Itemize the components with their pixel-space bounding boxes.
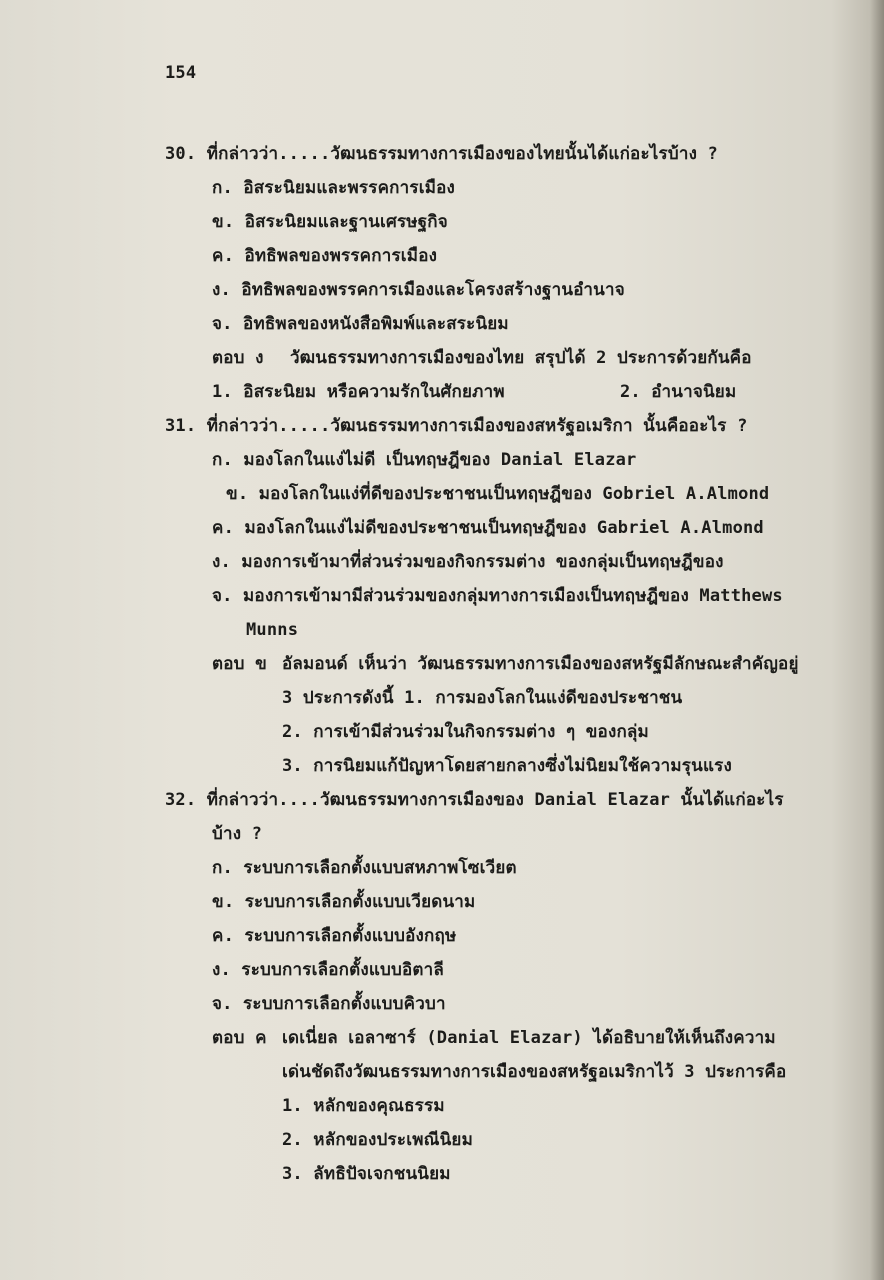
question-32-cont: บ้าง ? bbox=[212, 824, 263, 844]
q31-choice-a: ก. มองโลกในแง่ไม่ดี เป็นทฤษฎีของ Danial Elazar bbox=[212, 450, 637, 470]
q31-choice-e: จ. มองการเข้ามามีส่วนร่วมของกลุ่มทางการเมืองเป็นทฤษฎีของ Matthews bbox=[212, 586, 783, 606]
q32-answer-line-1: 1. หลักของคุณธรรม bbox=[282, 1096, 445, 1116]
page-number: 154 bbox=[165, 63, 197, 83]
q30-choice-c: ค. อิทธิพลของพรรคการเมือง bbox=[212, 246, 438, 266]
q31-answer-text: อัลมอนด์ เห็นว่า วัฒนธรรมทางการเมืองของสหรัฐมีลักษณะสำคัญอยู่ bbox=[282, 654, 799, 674]
q31-answer-line-1: 3 ประการดังนี้ 1. การมองโลกในแง่ดีของประชาชน bbox=[282, 688, 683, 708]
q31-choice-d: ง. มองการเข้ามาที่ส่วนร่วมของกิจกรรมต่าง ของกลุ่มเป็นทฤษฎีของ bbox=[212, 552, 724, 572]
q32-answer-tag: ตอบ ค bbox=[212, 1028, 267, 1048]
page-edge-shadow bbox=[870, 0, 884, 1280]
q32-choice-b: ข. ระบบการเลือกตั้งแบบเวียดนาม bbox=[212, 892, 476, 912]
question-32: 32. ที่กล่าวว่า....วัฒนธรรมทางการเมืองของ Danial Elazar นั้นได้แก่อะไร bbox=[165, 790, 784, 810]
q31-answer-line-3: 3. การนิยมแก้ปัญหาโดยสายกลางซึ่งไม่นิยมใช้ความรุนแรง bbox=[282, 756, 732, 776]
q32-choice-e: จ. ระบบการเลือกตั้งแบบคิวบา bbox=[212, 994, 446, 1014]
q32-choice-d: ง. ระบบการเลือกตั้งแบบอิตาลี bbox=[212, 960, 445, 980]
q30-choice-a: ก. อิสระนิยมและพรรคการเมือง bbox=[212, 178, 456, 198]
q32-answer-line-2: 2. หลักของประเพณีนิยม bbox=[282, 1130, 473, 1150]
q31-choice-b: ข. มองโลกในแง่ที่ดีของประชาชนเป็นทฤษฎีของ Gobriel A.Almond bbox=[226, 484, 770, 504]
q31-choice-c: ค. มองโลกในแง่ไม่ดีของประชาชนเป็นทฤษฎีของ Gabriel A.Almond bbox=[212, 518, 764, 538]
q30-choice-d: ง. อิทธิพลของพรรคการเมืองและโครงสร้างฐานอำนาจ bbox=[212, 280, 625, 300]
q30-answer-text: วัฒนธรรมทางการเมืองของไทย สรุปได้ 2 ประการด้วยกันคือ bbox=[290, 348, 752, 368]
q32-answer-cont: เด่นชัดถึงวัฒนธรรมทางการเมืองของสหรัฐอเมริกาไว้ 3 ประการคือ bbox=[282, 1062, 787, 1082]
q32-choice-c: ค. ระบบการเลือกตั้งแบบอังกฤษ bbox=[212, 926, 457, 946]
question-30: 30. ที่กล่าวว่า.....วัฒนธรรมทางการเมืองของไทยนั้นได้แก่อะไรบ้าง ? bbox=[165, 144, 718, 164]
q31-answer-tag: ตอบ ข bbox=[212, 654, 267, 674]
q30-answer-item-1: 1. อิสระนิยม หรือความรักในศักยภาพ bbox=[212, 382, 505, 402]
q30-choice-e: จ. อิทธิพลของหนังสือพิมพ์และสระนิยม bbox=[212, 314, 509, 334]
q32-choice-a: ก. ระบบการเลือกตั้งแบบสหภาพโซเวียต bbox=[212, 858, 517, 878]
q30-answer-tag: ตอบ ง bbox=[212, 348, 264, 368]
q30-choice-b: ข. อิสระนิยมและฐานเศรษฐกิจ bbox=[212, 212, 448, 232]
q32-answer-line-3: 3. ลัทธิปัจเจกชนนิยม bbox=[282, 1164, 451, 1184]
q31-choice-e-cont: Munns bbox=[246, 620, 299, 640]
q30-answer-item-2: 2. อำนาจนิยม bbox=[620, 382, 737, 402]
q31-answer-line-2: 2. การเข้ามีส่วนร่วมในกิจกรรมต่าง ๆ ของกลุ่ม bbox=[282, 722, 649, 742]
question-31: 31. ที่กล่าวว่า.....วัฒนธรรมทางการเมืองของสหรัฐอเมริกา นั้นคืออะไร ? bbox=[165, 416, 748, 436]
q32-answer-text: เดเนี่ยล เอลาซาร์ (Danial Elazar) ได้อธิบายให้เห็นถึงความ bbox=[282, 1028, 776, 1048]
